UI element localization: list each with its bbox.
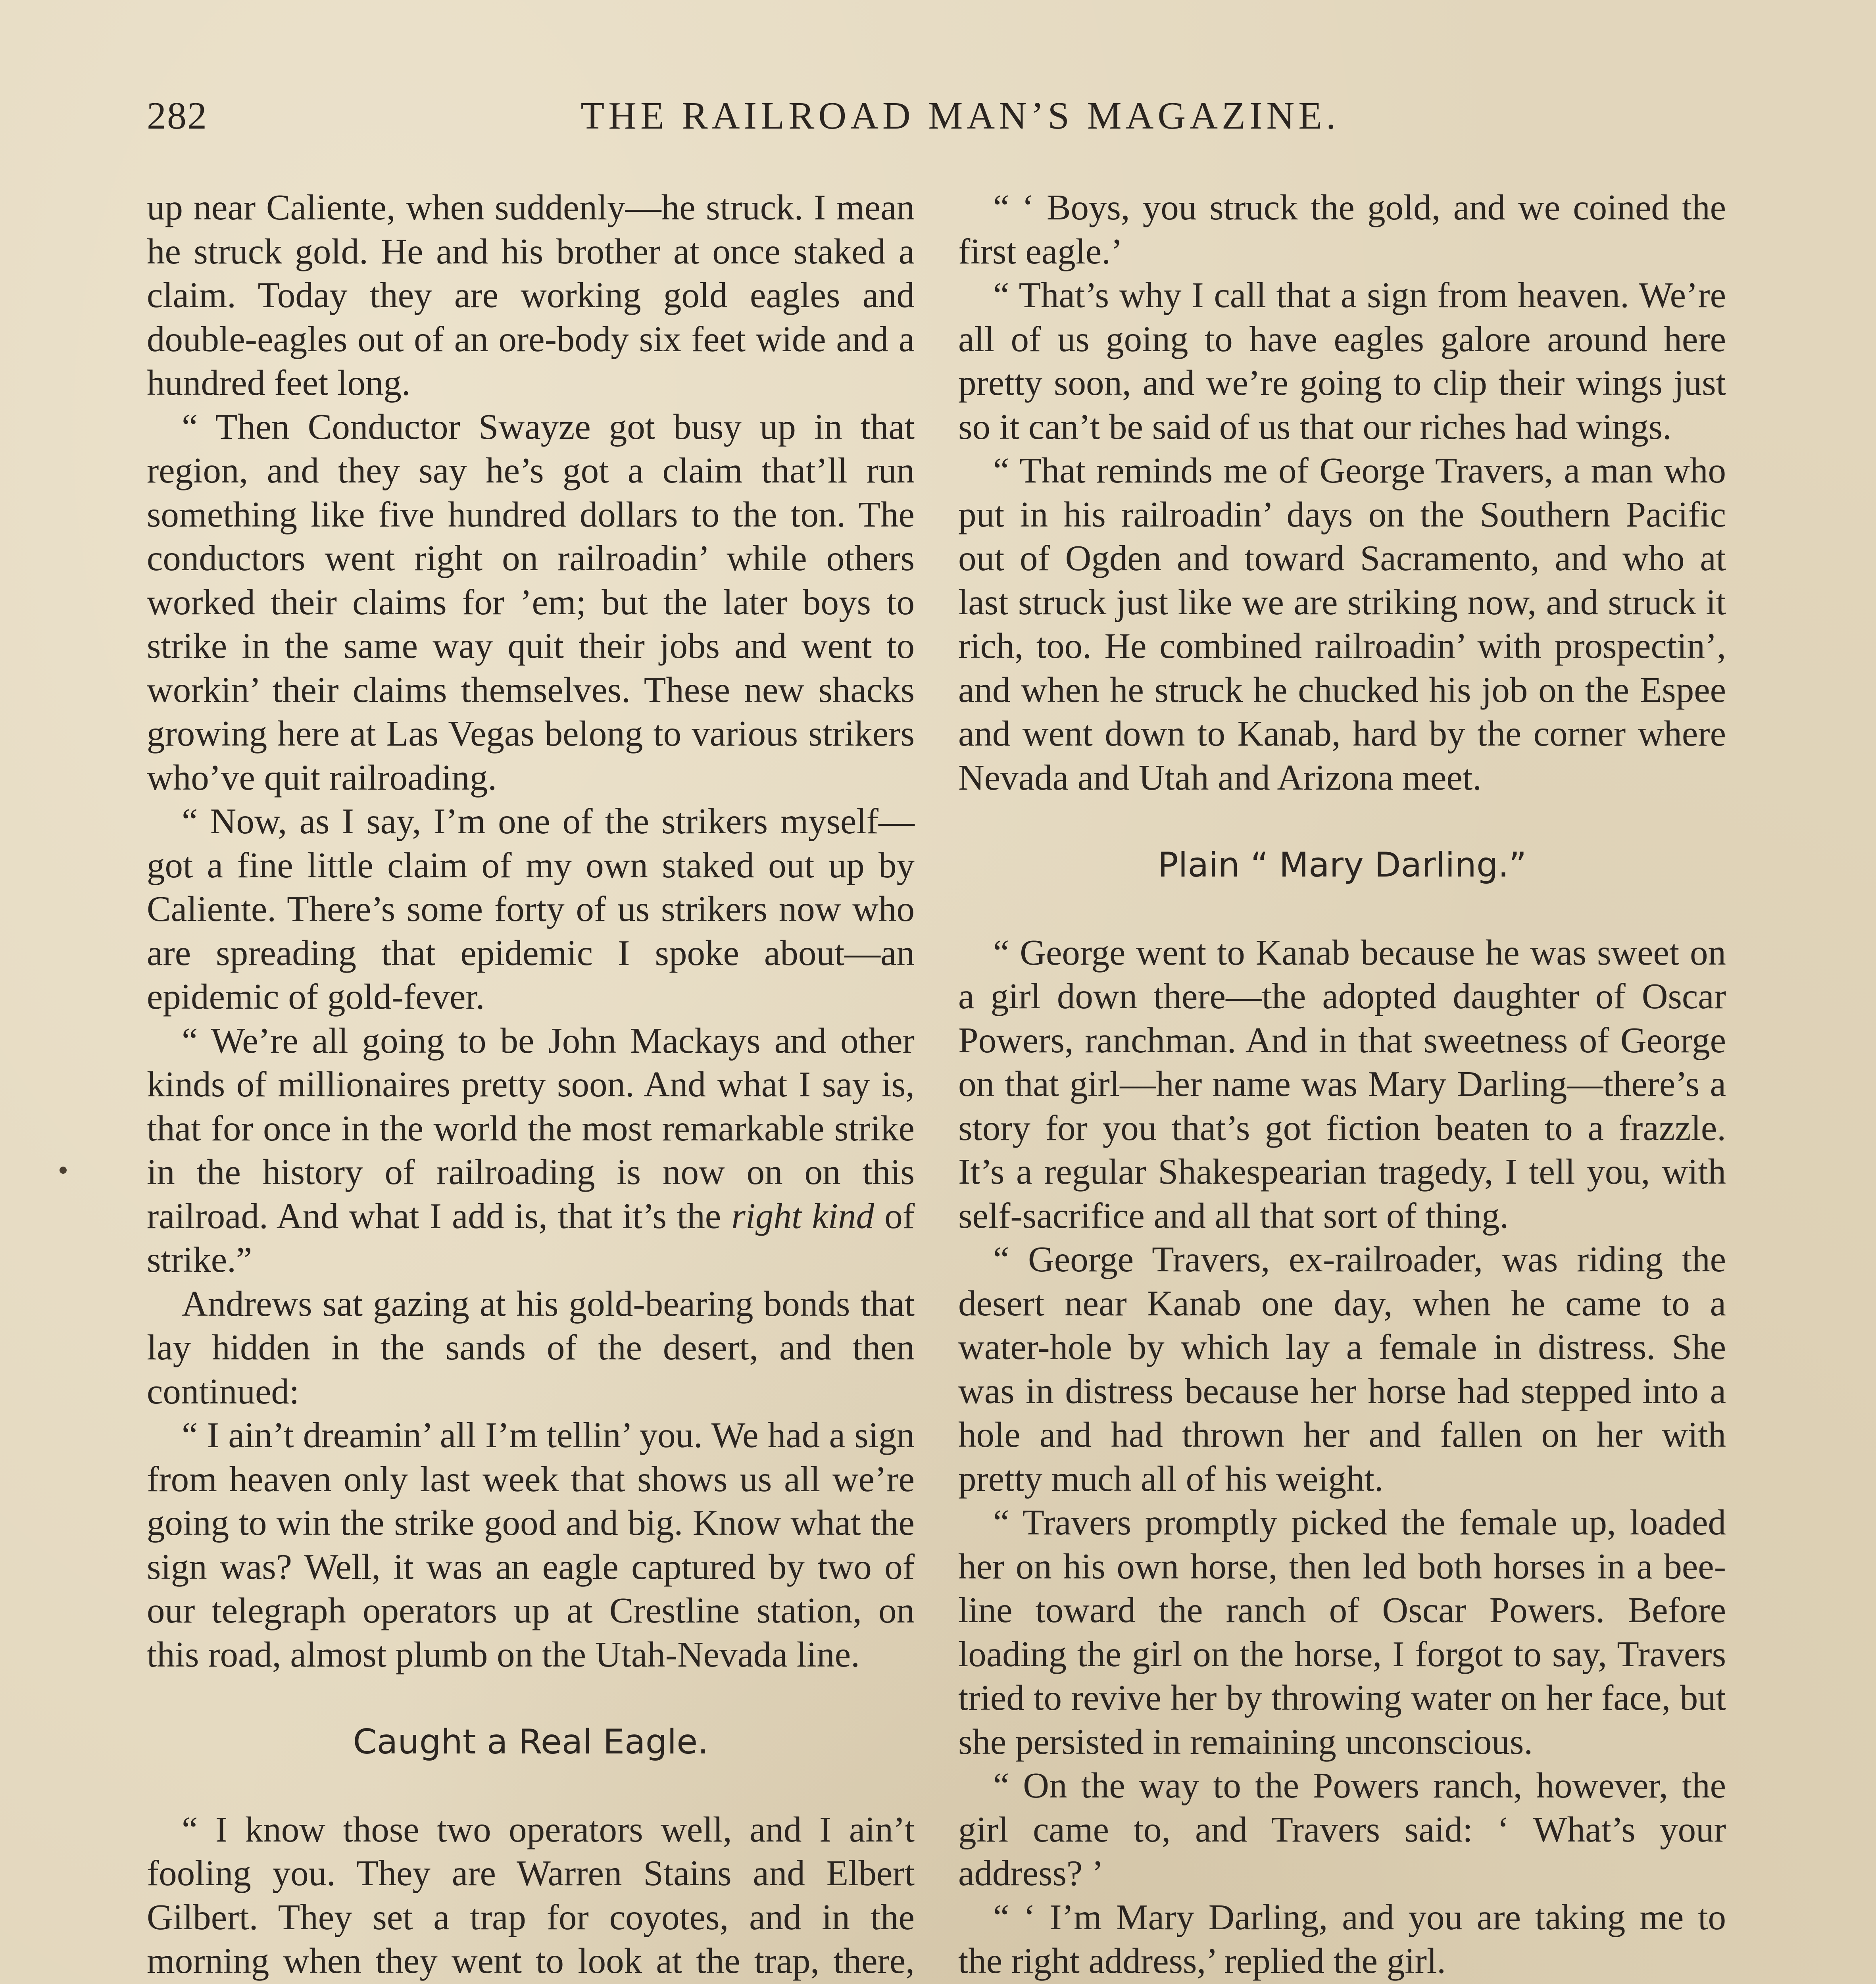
left-column xyxy=(147,186,915,1984)
paragraph: “ On the way to the Powers ranch, however, the girl came to, and Travers said: ‘ What’s your address? ’ xyxy=(958,1765,1726,1893)
paragraph: “ I know those two operators well, and I ain’t fooling you. They are Warren Stains and Elbert Gilbert. They set a trap for coyotes, and in the morning when they went to look at the trap, there, xyxy=(147,1809,915,1981)
page-header xyxy=(147,94,1726,149)
paragraph: “ Travers promptly picked the female up, loaded her on his own horse, then led both horses in a bee-line toward the ranch of Oscar Powers. Before loading the girl on the horse, I forgot to say, Travers tried to revive her by throwing water on her face, but she persisted in remaining unconscious. xyxy=(958,1502,1726,1762)
paragraph: “ ‘ Boys, you struck the gold, and we coined the first eagle.’ xyxy=(958,187,1726,271)
paragraph: “ ‘ I’m Mary Darling, and you are taking me to the right address,’ replied the girl. xyxy=(958,1897,1726,1981)
paper-speck xyxy=(60,1167,67,1174)
paragraph: “ Now, as I say, I’m one of the strikers myself—got a fine little claim of my own staked out up by Caliente. There’s some forty of us strikers now who are spreading that epidemic I spoke about—an epidemic of gold-fever. xyxy=(147,801,915,1017)
paragraph: “ That reminds me of George Travers, a man who put in his railroadin’ days on the Southern Pacific out of Ogden and toward Sacramento, and who at last struck just like we are striking now, and struck it rich, too. He combined railroadin’ with prospectin’, and when he struck he chucked his job on the Espee and went down to Kanab, hard by the corner where Nevada and Utah and Arizona meet. xyxy=(958,450,1726,798)
paragraph-text: “ We’re all going to be John Mackays and other kinds of millionaires pretty soon. And what I say is, that for once in the world the most remarkable strike in the history of railroading is now on on this railroad. And what I add is, that it’s the xyxy=(147,1020,915,1236)
magazine-title: THE RAILROAD MAN’S MAGAZINE. xyxy=(580,94,1340,137)
paragraph: “ Then Conductor Swayze got busy up in that region, and they say he’s got a claim that’ll run something like five hundred dollars to the ton. The conductors went right on railroadin’ while others worked their claims for ’em; but the later boys to strike in the same way quit their jobs and went to workin’ their claims themselves. These new shacks growing here at Las Vegas belong to various strikers who’ve quit railroading. xyxy=(147,406,915,798)
paragraph: “ George Travers, ex-railroader, was riding the desert near Kanab one day, when he came to a water-hole by which lay a female in distress. She was in distress because her horse had stepped into a hole and had thrown her and fallen on her with pretty much all of his weight. xyxy=(958,1239,1726,1499)
paragraph: Andrews sat gazing at his gold-bearing bonds that lay hidden in the sands of the desert, and then continued: xyxy=(147,1283,915,1411)
paragraph-text: of strike.” xyxy=(147,1196,915,1280)
right-column xyxy=(958,186,1726,1984)
paragraph: “ That’s why I call that a sign from heaven. We’re all of us going to have eagles galore around here pretty soon, and we’re going to clip their wings just so it can’t be said of us that our riches had wings. xyxy=(958,275,1726,447)
section-subheading: Caught a Real Eagle. xyxy=(353,1722,709,1762)
paragraph: “ George went to Kanab because he was sweet on a girl down there—the adopted daughter of Oscar Powers, ranchman. And in that sweetness of George on that girl—her name was Mary Darling—there’s a story for you that’s got fiction beaten to a frazzle. It’s a regular Shakespearian tragedy, I tell you, with self-sacrifice and all that sort of thing. xyxy=(958,932,1726,1236)
paragraph: “ I ain’t dreamin’ all I’m tellin’ you. We had a sign from heaven only last week that shows us all we’re going to win the strike good and big. Know what the sign was? Well, it was an eagle captured by two of our telegraph operators up at Crestline station, on this road, almost plumb on the Utah-Nevada line. xyxy=(147,1415,915,1674)
page-number: 282 xyxy=(147,94,208,137)
section-subheading: Plain “ Mary Darling.” xyxy=(1157,845,1527,885)
paragraph: up near Caliente, when suddenly—he struck. I mean he struck gold. He and his brother at once staked a claim. Today they are working gold eagles and double-eagles out of an ore-body six feet wide and a hundred feet long. xyxy=(147,187,915,403)
italic-text: right kind xyxy=(731,1196,875,1236)
paragraph xyxy=(147,1019,915,1282)
